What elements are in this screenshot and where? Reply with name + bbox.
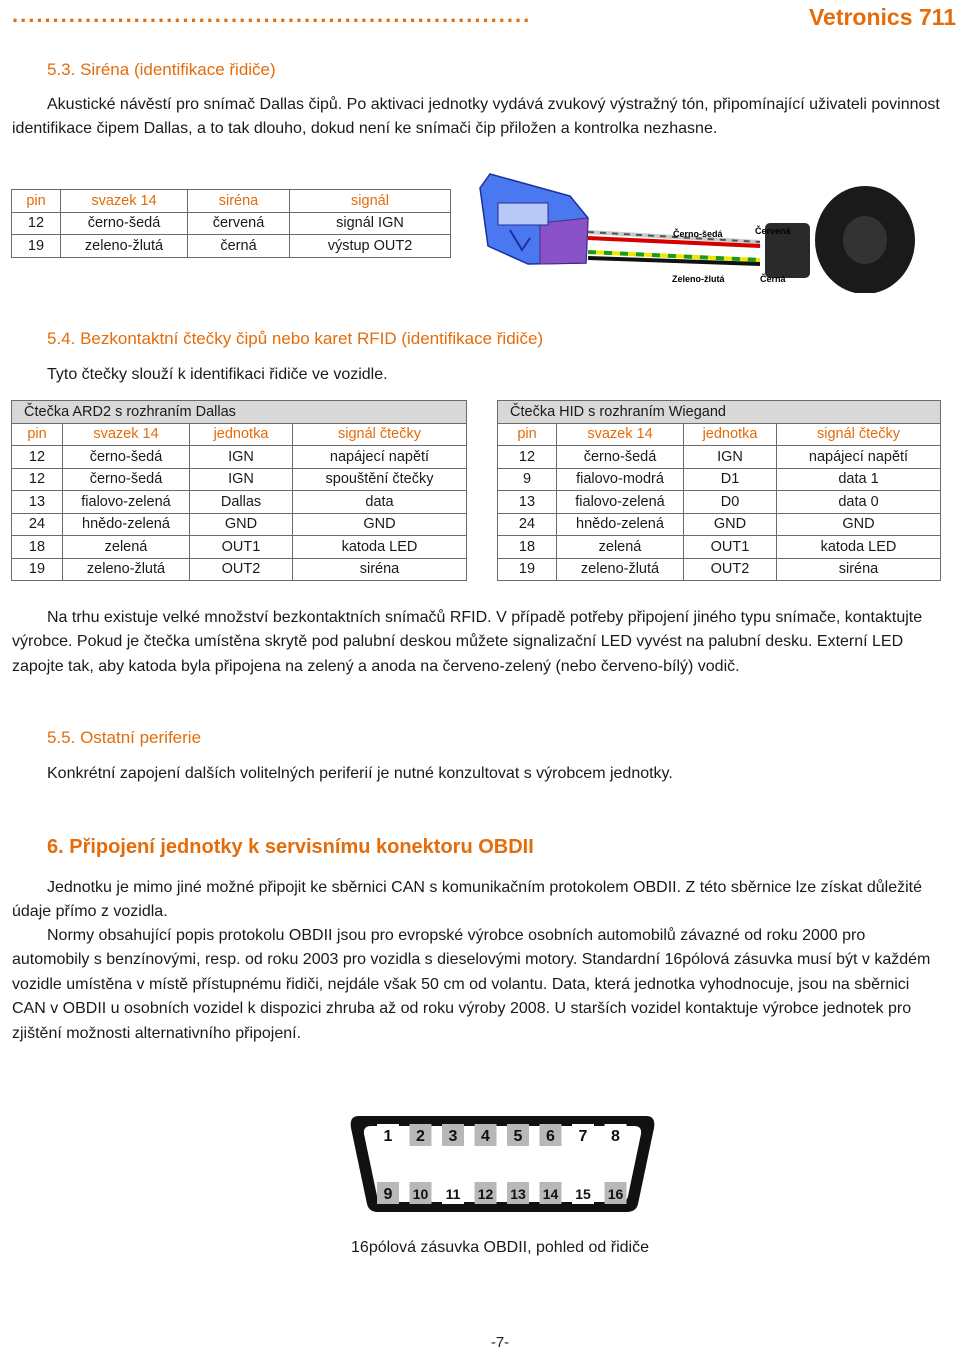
- pin-12-label: 12: [477, 1186, 494, 1202]
- th-pin: pin: [12, 423, 63, 446]
- section-5-5-body: Konkrétní zapojení dalších volitelných periferií je nutné konzultovat s výrobcem jednotky.: [47, 765, 673, 782]
- pin-1-label: 1: [383, 1128, 393, 1145]
- cell: OUT2: [684, 558, 777, 581]
- table-row: [12, 536, 467, 559]
- th-harness: svazek 14: [61, 190, 188, 213]
- obdii-caption: 16pólová zásuvka OBDII, pohled od řidiče: [351, 1239, 649, 1256]
- table-row: [12, 235, 451, 258]
- cell: černo-šedá: [61, 212, 188, 235]
- cell: OUT2: [190, 558, 293, 581]
- pin-16-label: 16: [607, 1186, 624, 1202]
- siren-wiring-figure: [470, 168, 930, 293]
- cell: napájecí napětí: [293, 446, 467, 469]
- cell: signál IGN: [290, 212, 451, 235]
- th-pin: pin: [498, 423, 557, 446]
- cell: 18: [498, 536, 557, 559]
- th-pin: pin: [12, 190, 61, 213]
- pin-9-label: 9: [383, 1186, 393, 1203]
- pin-5-label: 5: [513, 1128, 523, 1145]
- cell: siréna: [293, 558, 467, 581]
- cell: zelená: [63, 536, 190, 559]
- pin-6-label: 6: [546, 1128, 555, 1145]
- page-number: -7-: [490, 1334, 510, 1351]
- cell: výstup OUT2: [290, 235, 451, 258]
- section-6-para-2: Normy obsahující popis protokolu OBDII jsou pro evropské výrobce osobních automobilů závazné od roku 2000 pro automobily s benzínovými, resp. od roku 2003 pro vozidla s dieselovými motory. Standardní 16pólová zásuvka musí být v každém vozidle umístěna v místě přístupnému řidiči, nejdále však 50 cm od volantu. Data, která jednotka vyhodnocuje, jsou na sběrnici CAN v OBDII u osobních vozidel k dispozici zhruba až od roku výroby 2008. U starších vozidel kontaktuje výrobce jednotek pro zjištění možnosti alternativního připojení.: [12, 927, 931, 1042]
- table-row: [498, 468, 941, 491]
- cell: fialovo-zelená: [557, 491, 684, 514]
- wire-label-black: Černá: [760, 274, 786, 284]
- cell: 24: [498, 513, 557, 536]
- table-row: [498, 558, 941, 581]
- table-row: [498, 536, 941, 559]
- cell: 13: [12, 491, 63, 514]
- siren-table: [11, 189, 451, 258]
- cell: černo-šedá: [63, 446, 190, 469]
- cell: červená: [188, 212, 290, 235]
- section-5-4-body: Na trhu existuje velké množství bezkontaktních snímačů RFID. V případě potřeby připojení jiného typu snímače, kontaktujte výrobce. Pokud je čtečka umístěna skrytě pod palubní deskou můžete signalizační LED vyvést na palubní desku. Externí LED zapojte tak, aby katoda byla připojena na zelený a anoda na červeno-zelený (nebo červeno-bílý) vodič.: [12, 609, 923, 675]
- wire-label-green: Zeleno-žlutá: [672, 274, 725, 284]
- pin-10-label: 10: [412, 1186, 429, 1202]
- pin-2-label: 2: [416, 1128, 425, 1145]
- obdii-connector-figure: [345, 1108, 660, 1218]
- cell: D0: [684, 491, 777, 514]
- cell: zelená: [557, 536, 684, 559]
- cell: hnědo-zelená: [557, 513, 684, 536]
- cell: 12: [12, 468, 63, 491]
- cell: IGN: [190, 446, 293, 469]
- cell: černo-šedá: [557, 446, 684, 469]
- cell: GND: [190, 513, 293, 536]
- cell: 19: [12, 558, 63, 581]
- cell: GND: [293, 513, 467, 536]
- cell: zeleno-žlutá: [61, 235, 188, 258]
- cell: 19: [12, 235, 61, 258]
- section-5-4-heading: 5.4. Bezkontaktní čtečky čipů nebo karet RFID (identifikace řidiče): [47, 329, 544, 348]
- table-row: [12, 468, 467, 491]
- cell: OUT1: [190, 536, 293, 559]
- header-title: Vetronics 711: [808, 4, 956, 30]
- cell: 24: [12, 513, 63, 536]
- cell: fialovo-zelená: [63, 491, 190, 514]
- cell: GND: [684, 513, 777, 536]
- cell: siréna: [777, 558, 941, 581]
- cell: 12: [12, 446, 63, 469]
- section-5-3-body: Akustické návěstí pro snímač Dallas čipů. Po aktivaci jednotky vydává zvukový výstražný tón, připomínající uživateli povinnost identifikace čipem Dallas, a to tak dlouho, dokud není ke snímači čip přiložen a kontrolka nezhasne.: [12, 96, 940, 138]
- siren-body: [765, 186, 915, 293]
- pin-8-label: 8: [611, 1128, 620, 1145]
- hid-table-caption: Čtečka HID s rozhraním Wiegand: [498, 401, 941, 424]
- pin-4-label: 4: [481, 1128, 490, 1145]
- pin-15-label: 15: [575, 1186, 591, 1202]
- cell: spouštění čtečky: [293, 468, 467, 491]
- th-signal: signál: [290, 190, 451, 213]
- th-unit: jednotka: [190, 423, 293, 446]
- th-reader-signal: signál čtečky: [777, 423, 941, 446]
- table-row: [12, 491, 467, 514]
- section-6-heading: 6. Připojení jednotky k servisnímu konektoru OBDII: [47, 836, 534, 858]
- table-row: [12, 513, 467, 536]
- cell: data: [293, 491, 467, 514]
- cell: 19: [498, 558, 557, 581]
- pin-14-label: 14: [542, 1186, 559, 1202]
- cell: 18: [12, 536, 63, 559]
- pin-7-label: 7: [578, 1128, 588, 1145]
- cell: katoda LED: [293, 536, 467, 559]
- connector-graphic: [480, 174, 588, 264]
- section-5-5-heading: 5.5. Ostatní periferie: [47, 728, 202, 747]
- wire-label-gray: Černo-šedá: [673, 229, 723, 239]
- section-5-4-intro: Tyto čtečky slouží k identifikaci řidiče ve vozidle.: [47, 366, 388, 383]
- cell: data 0: [777, 491, 941, 514]
- cell: fialovo-modrá: [557, 468, 684, 491]
- cell: OUT1: [684, 536, 777, 559]
- cell: 12: [498, 446, 557, 469]
- th-siren: siréna: [188, 190, 290, 213]
- table-row: [12, 446, 467, 469]
- th-harness: svazek 14: [63, 423, 190, 446]
- cell: katoda LED: [777, 536, 941, 559]
- th-harness: svazek 14: [557, 423, 684, 446]
- cell: IGN: [684, 446, 777, 469]
- cell: data 1: [777, 468, 941, 491]
- ard2-table-caption: Čtečka ARD2 s rozhraním Dallas: [12, 401, 467, 424]
- th-reader-signal: signál čtečky: [293, 423, 467, 446]
- cell: černo-šedá: [63, 468, 190, 491]
- ard2-table: [11, 400, 467, 581]
- cell: IGN: [190, 468, 293, 491]
- th-unit: jednotka: [684, 423, 777, 446]
- hid-table: [497, 400, 941, 581]
- table-row: [498, 513, 941, 536]
- cell: GND: [777, 513, 941, 536]
- wire-label-red: Červená: [755, 226, 791, 236]
- cell: zeleno-žlutá: [63, 558, 190, 581]
- pin-11-label: 11: [445, 1186, 461, 1202]
- header-dots: ................................................................: [12, 2, 532, 27]
- cell: 9: [498, 468, 557, 491]
- cell: D1: [684, 468, 777, 491]
- table-row: [498, 491, 941, 514]
- table-row: [498, 446, 941, 469]
- cell: 13: [498, 491, 557, 514]
- cell: napájecí napětí: [777, 446, 941, 469]
- table-row: [12, 558, 467, 581]
- cell: Dallas: [190, 491, 293, 514]
- cell: zeleno-žlutá: [557, 558, 684, 581]
- section-5-3-heading: 5.3. Siréna (identifikace řidiče): [47, 60, 276, 79]
- pin-3-label: 3: [448, 1128, 458, 1145]
- table-row: [12, 212, 451, 235]
- cell: černá: [188, 235, 290, 258]
- siren-table-header: [12, 190, 451, 213]
- pin-13-label: 13: [510, 1186, 526, 1202]
- cell: 12: [12, 212, 61, 235]
- section-6-para-1: Jednotku je mimo jiné možné připojit ke sběrnici CAN s komunikačním protokolem OBDII. Z této sběrnice lze získat důležité údaje přímo z vozidla.: [12, 879, 923, 921]
- cell: hnědo-zelená: [63, 513, 190, 536]
